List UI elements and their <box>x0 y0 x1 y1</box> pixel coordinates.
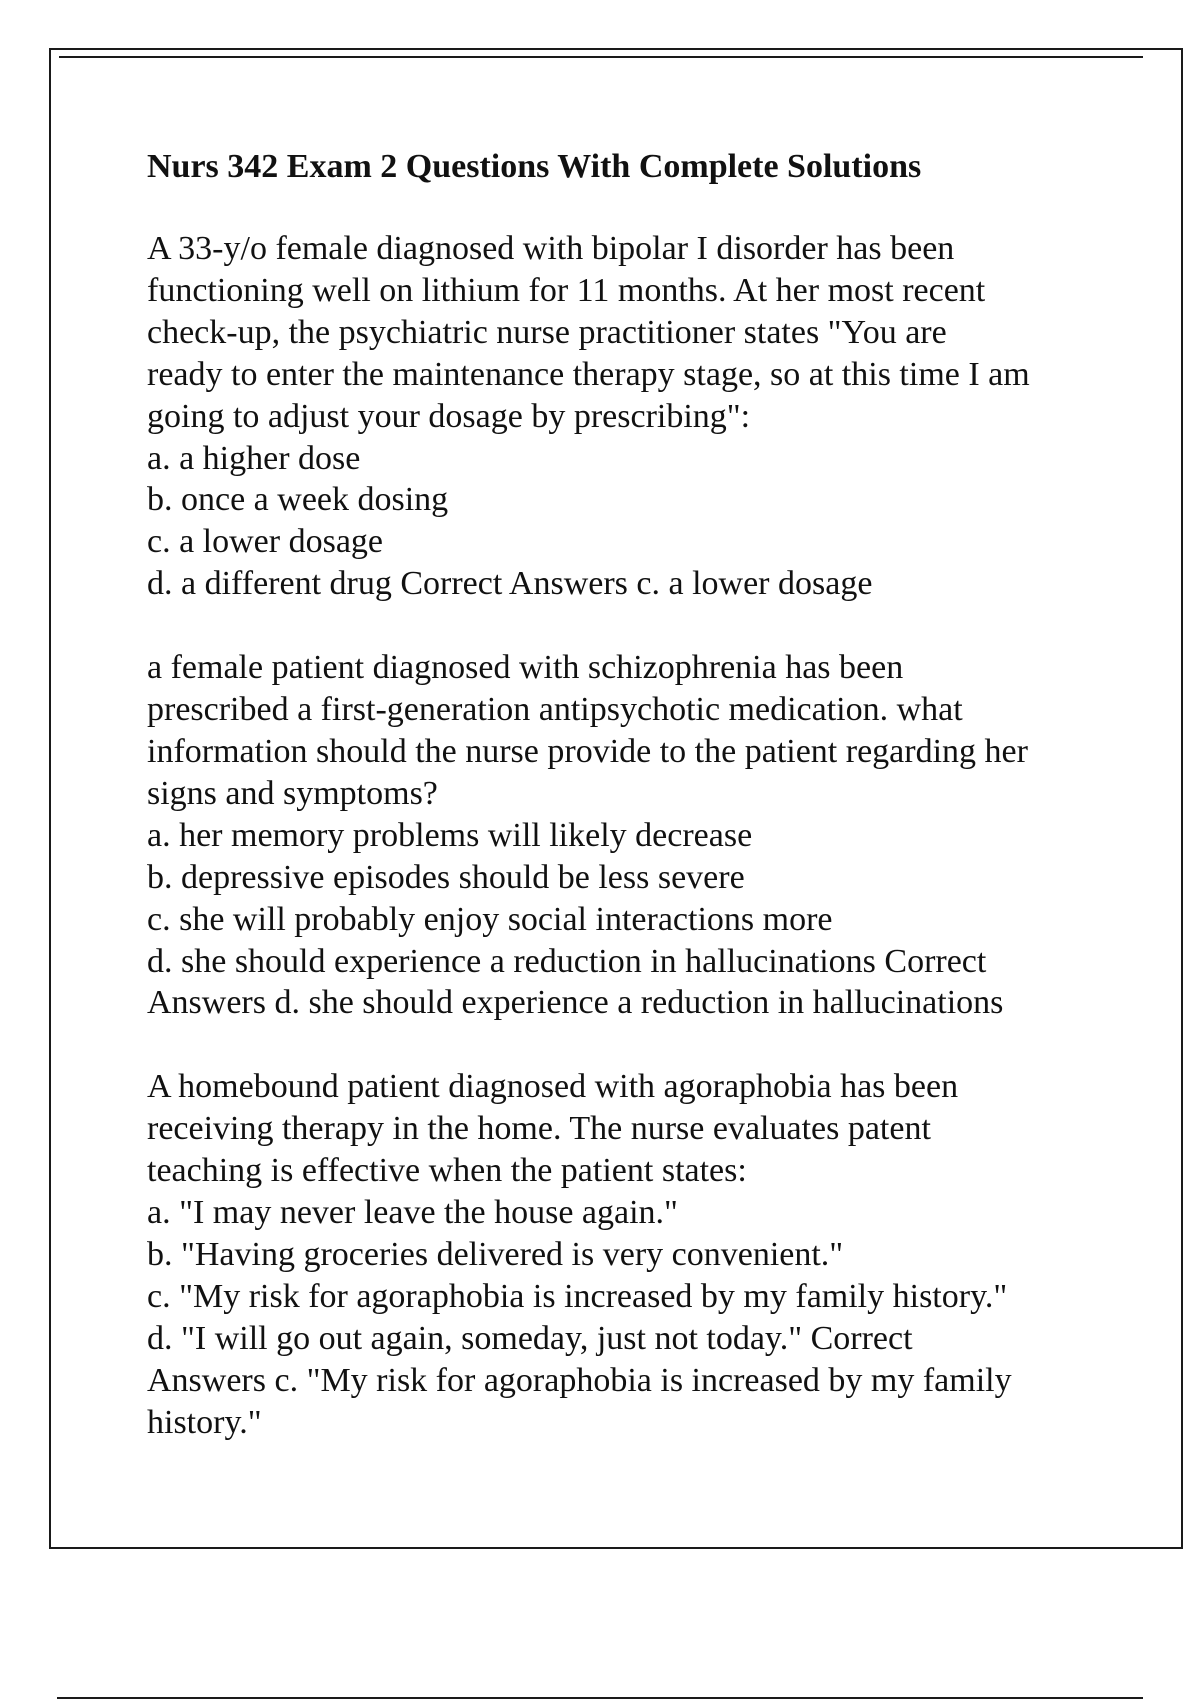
answer-option: a. a higher dose <box>147 439 361 477</box>
question-block-3 <box>147 1066 1147 1443</box>
answer-option: a. "I may never leave the house again." <box>147 1194 678 1232</box>
answer-option: b. depressive episodes should be less severe <box>147 858 745 896</box>
question-block-2 <box>147 647 1147 1024</box>
page-frame <box>49 48 1183 1549</box>
question-line: prescribed a first-generation antipsychotic medication. what <box>147 691 963 729</box>
correct-answer-line: history." <box>147 1403 262 1441</box>
question-block-1 <box>147 228 1147 605</box>
question-line: a female patient diagnosed with schizophrenia has been <box>147 649 904 687</box>
question-line: functioning well on lithium for 11 months. At her most recent <box>147 271 986 309</box>
top-rule <box>59 56 1143 58</box>
answer-option: b. "Having groceries delivered is very convenient." <box>147 1235 844 1273</box>
answer-option-with-solution: d. she should experience a reduction in hallucinations Correct <box>147 942 987 980</box>
question-line: check-up, the psychiatric nurse practitioner states "You are <box>147 313 947 351</box>
answer-option: b. once a week dosing <box>147 481 449 519</box>
question-line: A 33-y/o female diagnosed with bipolar I disorder has been <box>147 230 955 267</box>
question-line: signs and symptoms? <box>147 774 438 812</box>
answer-option: c. a lower dosage <box>147 523 384 561</box>
correct-answer-line: Answers d. she should experience a reduction in hallucinations <box>147 984 1004 1022</box>
question-line: A homebound patient diagnosed with agoraphobia has been <box>147 1068 959 1106</box>
answer-option: a. her memory problems will likely decrease <box>147 816 753 854</box>
question-line: ready to enter the maintenance therapy stage, so at this time I am <box>147 355 1030 393</box>
document-title: Nurs 342 Exam 2 Questions With Complete Solutions <box>147 148 922 185</box>
question-line: going to adjust your dosage by prescribing": <box>147 397 751 435</box>
question-line: information should the nurse provide to the patient regarding her <box>147 732 1028 770</box>
answer-option: c. she will probably enjoy social interactions more <box>147 900 833 938</box>
answer-option: c. "My risk for agoraphobia is increased by my family history." <box>147 1277 1008 1315</box>
answer-option-with-solution: d. "I will go out again, someday, just not today." Correct <box>147 1319 913 1357</box>
correct-answer-line: Answers c. "My risk for agoraphobia is increased by my family <box>147 1361 1012 1399</box>
bottom-rule <box>57 1697 1143 1699</box>
page-content <box>147 146 1147 1485</box>
question-line: receiving therapy in the home. The nurse evaluates patent <box>147 1110 931 1148</box>
question-line: teaching is effective when the patient states: <box>147 1152 747 1190</box>
answer-option-with-solution: d. a different drug Correct Answers c. a lower dosage <box>147 565 873 603</box>
